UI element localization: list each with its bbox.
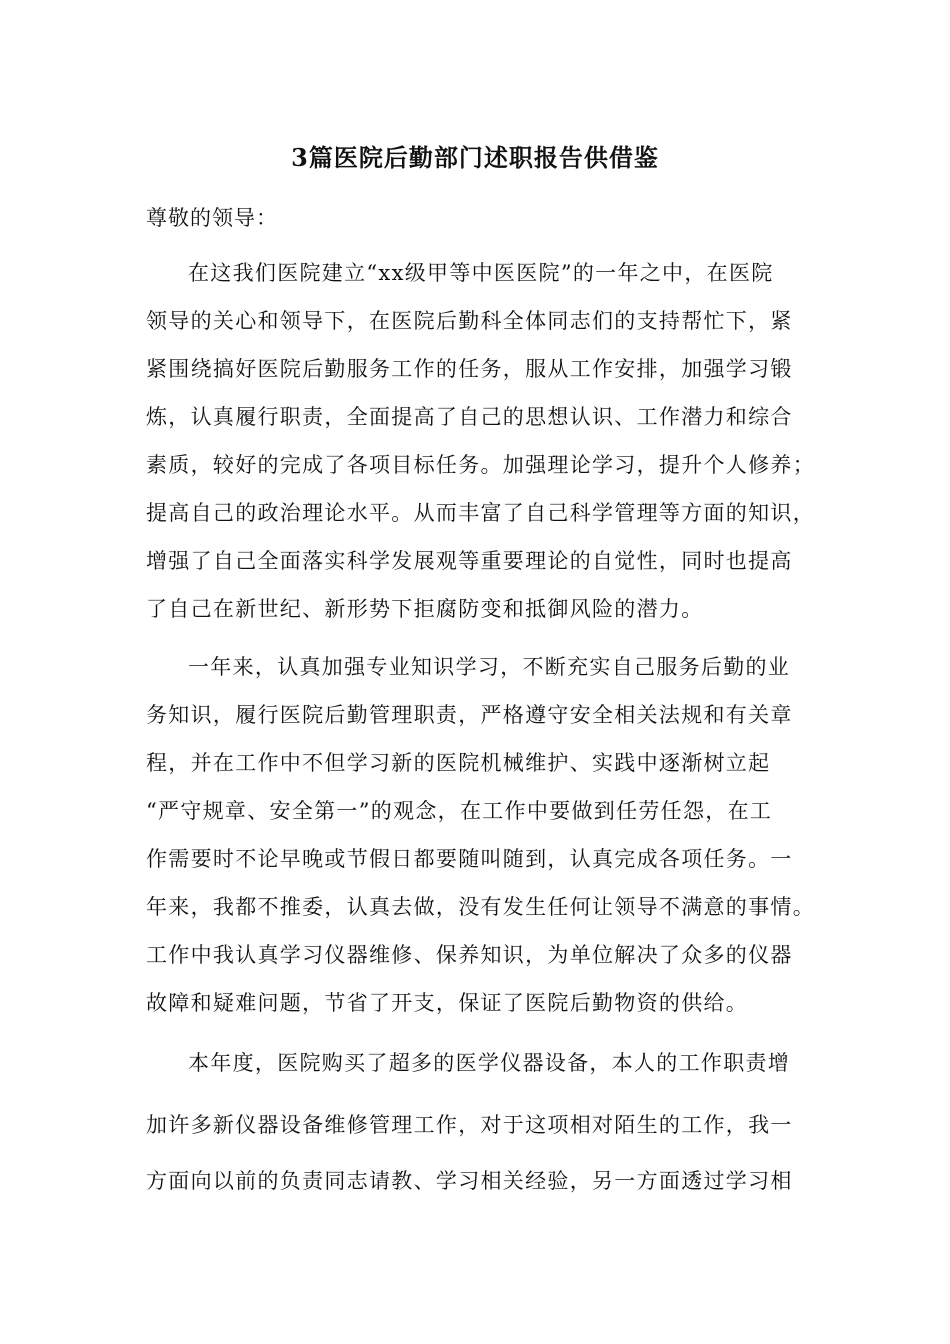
paragraph-2-line-5: 作需要时不论早晚或节假日都要随叫随到，认真完成各项任务。一 [146,847,793,871]
paragraph-1-line-2: 领导的关心和领导下，在医院后勤科全体同志们的支持帮忙下，紧 [146,309,793,333]
paragraph-2-line-7: 工作中我认真学习仪器维修、保养知识，为单位解决了众多的仪器 [146,943,793,967]
paragraph-1-line-4: 炼，认真履行职责，全面提高了自己的思想认识、工作潜力和综合 [146,405,793,429]
paragraph-2-line-2: 务知识，履行医院后勤管理职责，严格遵守安全相关法规和有关章 [146,703,793,727]
paragraph-3-line-1: 本年度，医院购买了超多的医学仪器设备，本人的工作职责增 [188,1051,791,1075]
paragraph-2-line-1: 一年来，认真加强专业知识学习，不断充实自己服务后勤的业 [188,655,791,679]
paragraph-1-line-1: 在这我们医院建立“xx级甲等中医医院”的一年之中，在医院 [188,261,774,285]
salutation: 尊敬的领导： [146,206,278,230]
paragraph-1-line-5: 素质，较好的完成了各项目标任务。加强理论学习，提升个人修养； [146,453,815,477]
paragraph-1-line-6: 提高自己的政治理论水平。从而丰富了自己科学管理等方面的知识， [146,501,815,525]
paragraph-1-line-3: 紧围绕搞好医院后勤服务工作的任务，服从工作安排，加强学习锻 [146,357,793,381]
document-title: 3篇医院后勤部门述职报告供借鉴 [291,143,659,172]
paragraph-2-line-8: 故障和疑难问题，节省了开支，保证了医院后勤物资的供给。 [146,991,749,1015]
paragraph-3-line-3: 方面向以前的负责同志请教、学习相关经验，另一方面透过学习相 [146,1169,793,1193]
paragraph-1-line-7: 增强了自己全面落实科学发展观等重要理论的自觉性，同时也提高 [146,549,793,573]
paragraph-2-line-6: 年来，我都不推委，认真去做，没有发生任何让领导不满意的事情。 [146,895,815,919]
paragraph-2-line-4: “严守规章、安全第一”的观念，在工作中要做到任劳任怨，在工 [146,799,773,823]
paragraph-1-line-8: 了自己在新世纪、新形势下拒腐防变和抵御风险的潜力。 [146,597,704,621]
paragraph-2-line-3: 程，并在工作中不但学习新的医院机械维护、实践中逐渐树立起 [146,751,771,775]
paragraph-3-line-2: 加许多新仪器设备维修管理工作，对于这项相对陌生的工作，我一 [146,1113,793,1137]
